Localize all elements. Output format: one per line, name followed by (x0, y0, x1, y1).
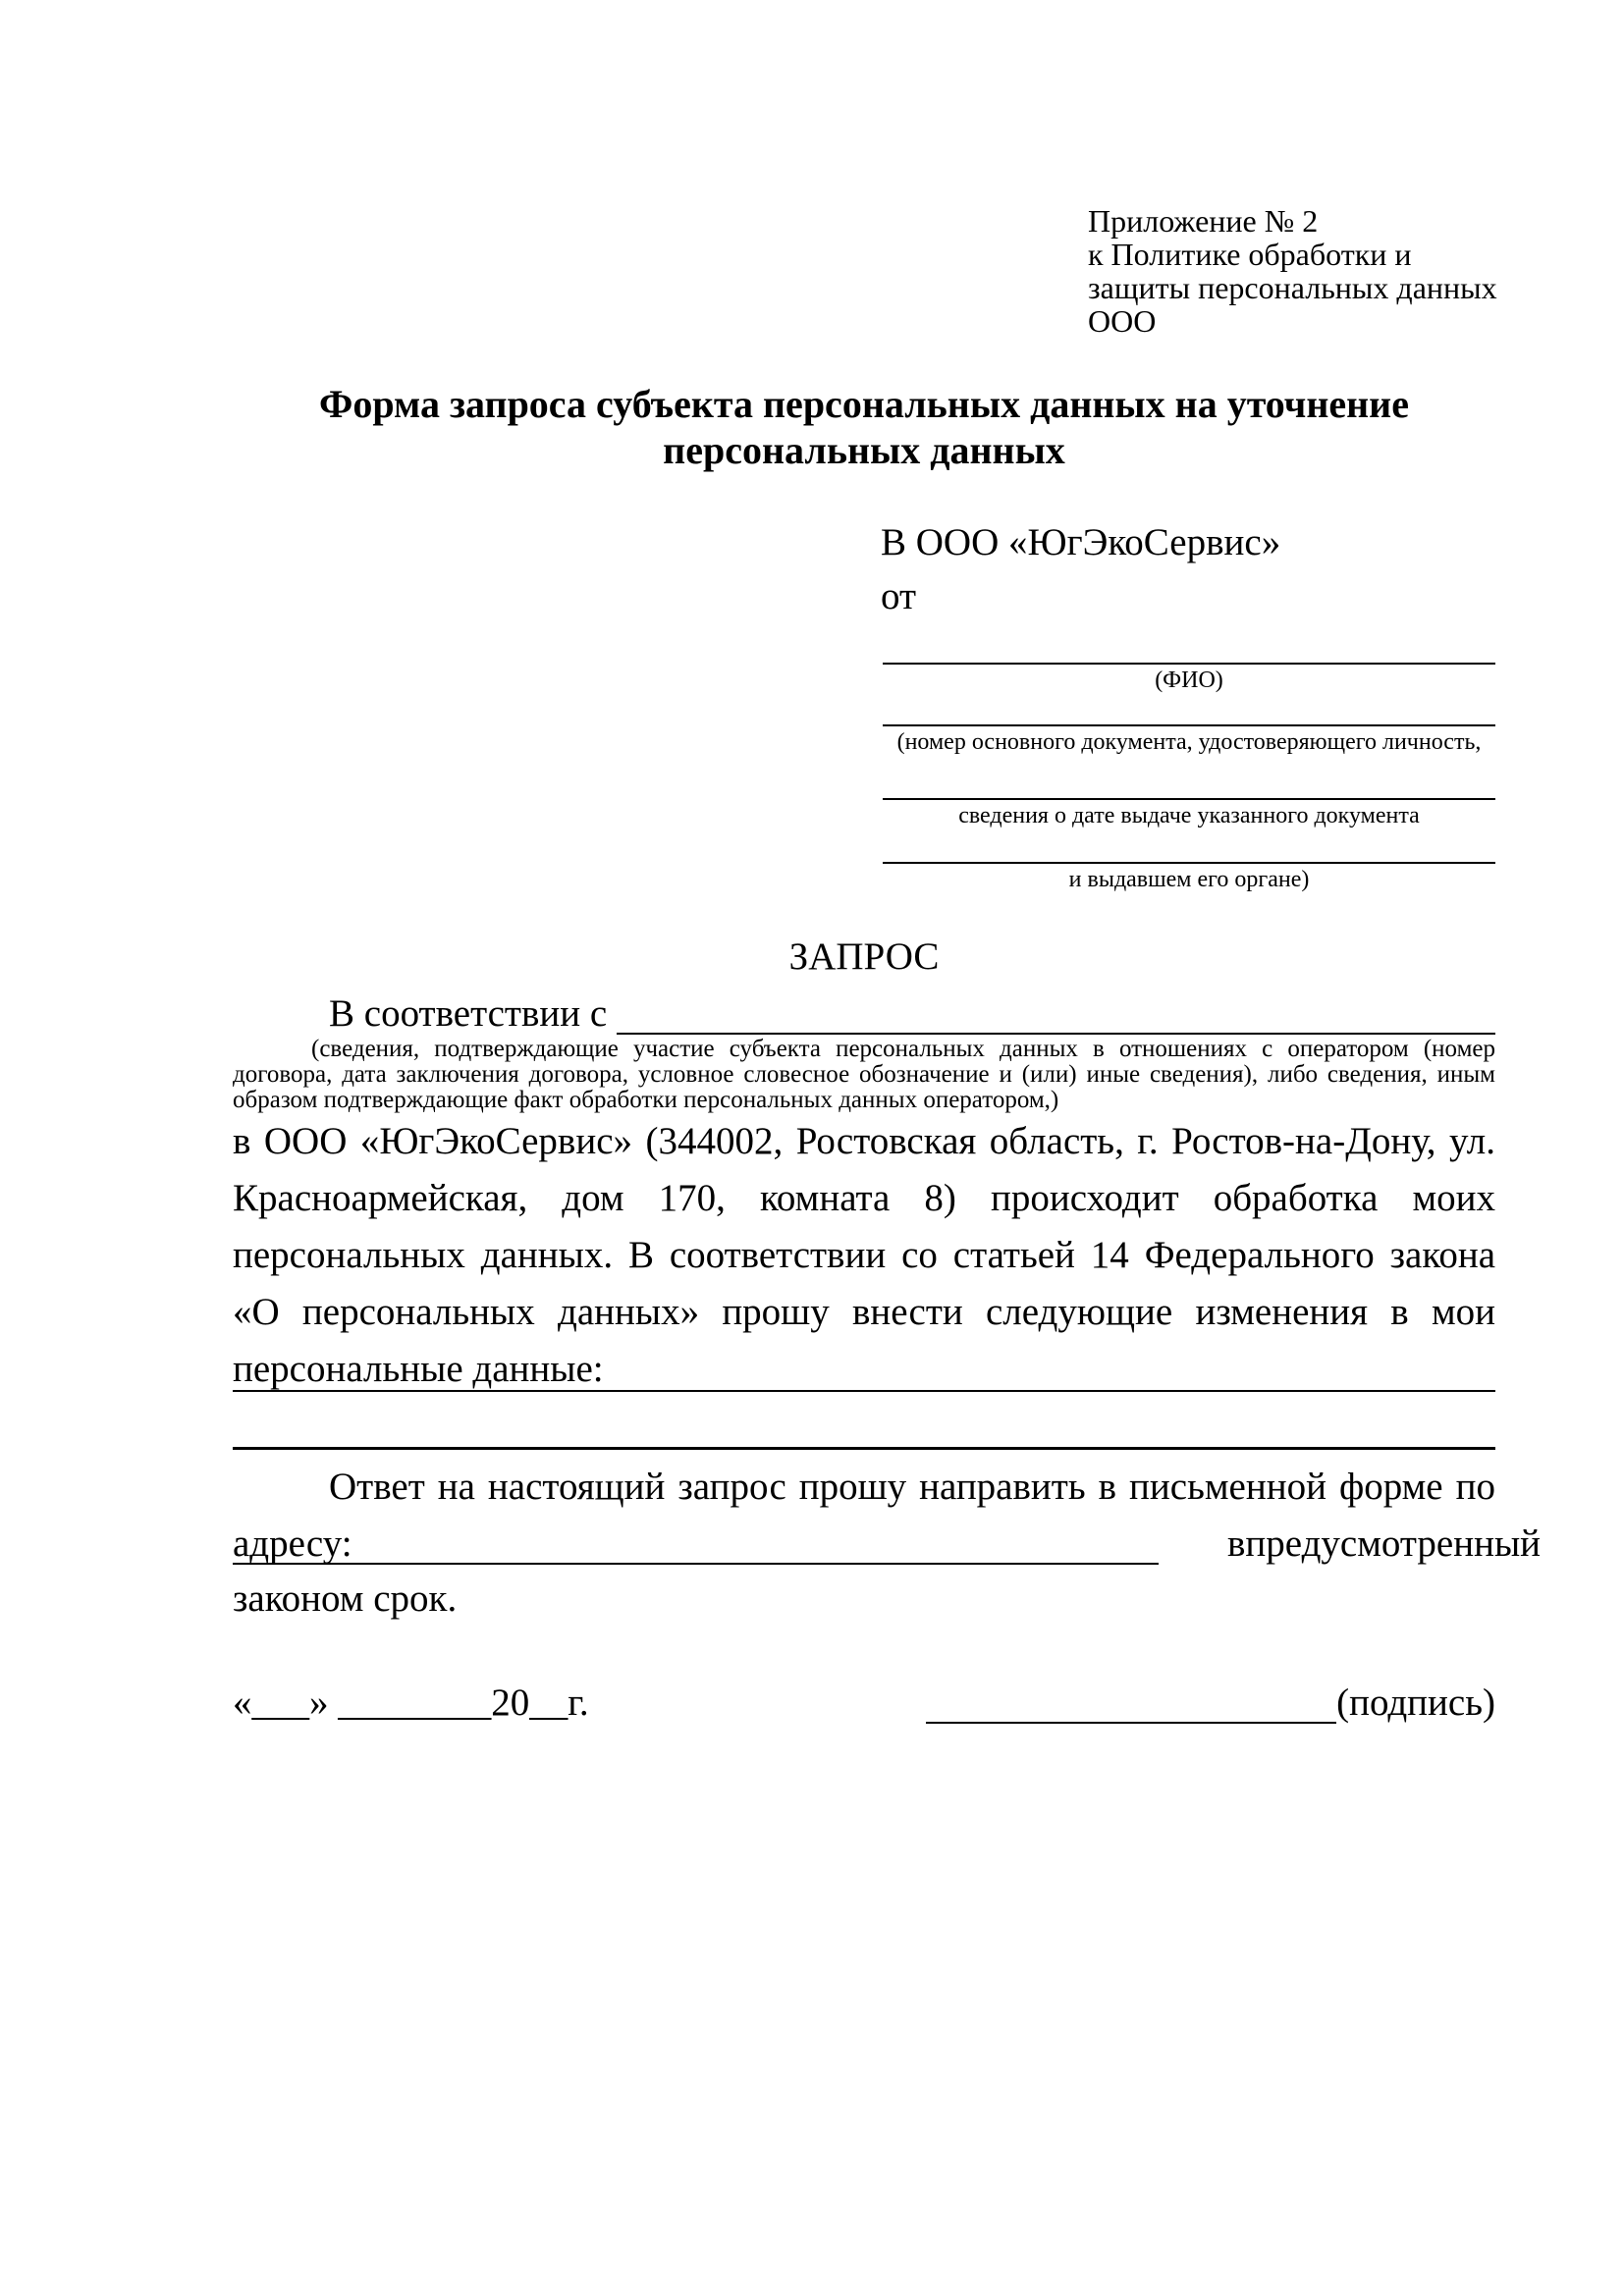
appendix-note-line: к Политике обработки и (1088, 237, 1412, 272)
accordance-note: (сведения, подтверждающие участие субъекта персональных данных в отношениях с оператором (номер договора, дата заключения договора, условное словесное обозначение и (или) иные сведения), либо сведения, иным образом подтверждающие факт обработки персональных данных оператором,) (233, 1036, 1495, 1113)
fio-field-caption: (ФИО) (1155, 667, 1223, 693)
issuing-authority-blank-line[interactable] (883, 862, 1495, 864)
document-number-blank-line[interactable] (883, 724, 1495, 726)
recipient-organization: В ООО «ЮгЭкоСервис» (881, 521, 1281, 563)
fio-field (883, 663, 1495, 693)
reply-request-line: Ответ на настоящий запрос прошу направить в письменной форме по адресу: (233, 1466, 1495, 1565)
reply-address-row (233, 1516, 1542, 1573)
appendix-note-line: Приложение № 2 (1088, 203, 1319, 239)
closing-row (233, 1675, 1495, 1732)
issuing-authority-field (883, 862, 1495, 892)
issuing-authority-field-caption: и выдавшем его органе) (1068, 867, 1310, 892)
accordance-row (233, 986, 1495, 1042)
changes-blank-line-2[interactable] (233, 1447, 1495, 1450)
issue-date-field-caption: сведения о дате выдаче указанного документа (958, 803, 1420, 828)
body-paragraph: в ООО «ЮгЭкоСервис» (344002, Ростовская область, г. Ростов-на-Дону, ул. Красноармейская, дом 170, комната 8) происходит обработка моих персональных данных. В соответствии со статьей 14 Федерального закона «О персональных данных» прошу внести следующие изменения в мои персональные данные: (233, 1120, 1495, 1390)
reply-tail-word: в (1227, 1522, 1246, 1565)
date-blank-field[interactable]: «___» ________20__г. (233, 1682, 589, 1724)
from-label: от (881, 575, 917, 617)
appendix-note (1088, 204, 1500, 338)
issue-date-blank-line[interactable] (883, 798, 1495, 800)
fio-blank-line[interactable] (883, 663, 1495, 665)
reply-tail-word: предусмотренный (1245, 1522, 1542, 1565)
document-title: Форма запроса субъекта персональных данных на уточнение персональных данных (319, 382, 1409, 472)
document-number-field-caption: (номер основного документа, удостоверяющего личность, (896, 729, 1482, 755)
request-heading: ЗАПРОС (788, 935, 940, 978)
changes-blank-line-1[interactable] (233, 1390, 1495, 1392)
reply-term-line: законом срок. (233, 1577, 458, 1620)
document-number-field (883, 724, 1495, 755)
appendix-note-line: защиты персональных данных (1088, 270, 1497, 305)
issue-date-field (883, 798, 1495, 828)
accordance-lead-text: В соответствии с (329, 992, 608, 1035)
signature-blank-line[interactable] (926, 1722, 1336, 1724)
signature-group (926, 1675, 1495, 1732)
signature-caption: (подпись) (1336, 1682, 1495, 1724)
accordance-blank-line[interactable] (617, 1033, 1495, 1035)
address-blank-line[interactable] (233, 1563, 1159, 1565)
appendix-note-line: ООО (1088, 303, 1157, 339)
